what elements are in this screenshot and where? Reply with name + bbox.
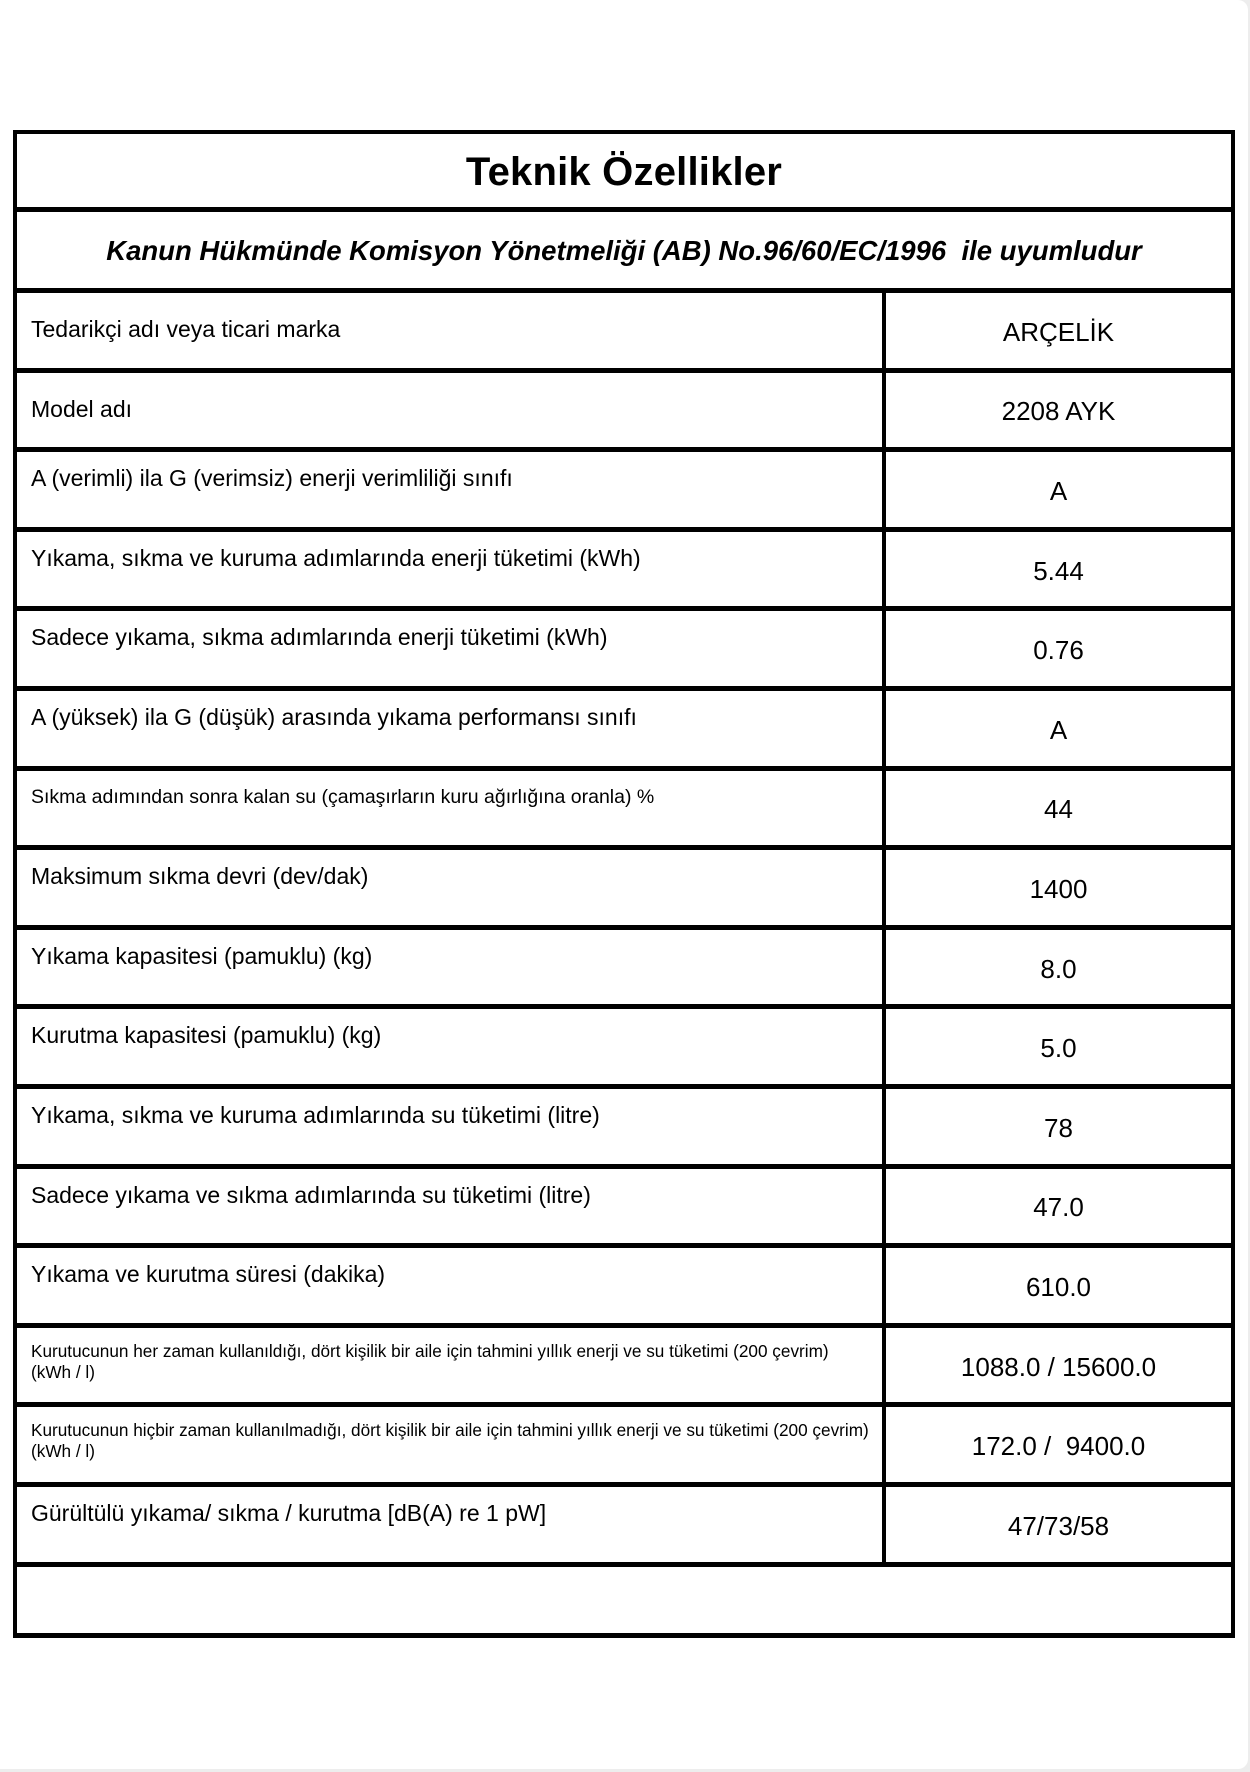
- label-cell: [17, 293, 886, 368]
- row-label: A (verimli) ila G (verimsiz) enerji verimliliği sınıfı: [31, 465, 513, 492]
- label-cell: [17, 452, 886, 527]
- row-label: Yıkama ve kurutma süresi (dakika): [31, 1261, 386, 1288]
- row-label: Yıkama, sıkma ve kuruma adımlarında enerji tüketimi (kWh): [31, 544, 641, 571]
- table-row-dry-capacity: [17, 1009, 1231, 1089]
- table-row-energy-wash-spin: [17, 611, 1231, 691]
- page-title: Teknik Özellikler: [465, 150, 783, 194]
- value-cell: 47.0: [1033, 1192, 1084, 1223]
- table-row-model: [17, 373, 1231, 453]
- label-cell: [17, 1407, 886, 1482]
- table-row-noise: [17, 1487, 1231, 1567]
- label-cell: [17, 373, 886, 448]
- empty-footer-row: [17, 1567, 1231, 1633]
- label-cell: [17, 771, 886, 846]
- row-label: Yıkama kapasitesi (pamuklu) (kg): [31, 942, 373, 969]
- label-cell: [17, 1328, 886, 1403]
- value-cell: 5.0: [1040, 1033, 1077, 1064]
- subtitle-row: [17, 212, 1231, 293]
- value-cell: 47/73/58: [1007, 1510, 1110, 1541]
- label-cell: [17, 850, 886, 925]
- value-cell: 78: [1044, 1112, 1073, 1143]
- value-cell: ARÇELİK: [1002, 316, 1115, 347]
- label-cell: [17, 1487, 886, 1562]
- row-label: Kurutucunun hiçbir zaman kullanılmadığı, dört kişilik bir aile için tahmini yıllık enerji ve su tüketimi (200 çevrim) (kWh / l): [31, 1420, 869, 1462]
- row-label: Model adı: [31, 395, 133, 422]
- row-label: Sadece yıkama, sıkma adımlarında enerji tüketimi (kWh): [31, 624, 608, 651]
- table-row-annual-without-dryer: [17, 1407, 1231, 1487]
- table-row-water-wash-spin-dry: [17, 1089, 1231, 1169]
- value-cell: 172.0 / 9400.0: [971, 1431, 1146, 1462]
- row-label: A (yüksek) ila G (düşük) arasında yıkama performansı sınıfı: [31, 703, 637, 730]
- value-cell: 610.0: [1025, 1271, 1092, 1302]
- value-cell: 44: [1044, 794, 1073, 825]
- row-label: Kurutma kapasitesi (pamuklu) (kg): [31, 1022, 382, 1049]
- row-label: Maksimum sıkma devri (dev/dak): [31, 863, 369, 890]
- row-label: Kurutucunun her zaman kullanıldığı, dört kişilik bir aile için tahmini yıllık enerji ve su tüketimi (200 çevrim) (kWh / l): [31, 1340, 829, 1382]
- table-row-energy-class: [17, 452, 1231, 532]
- label-cell: [17, 1089, 886, 1164]
- table-row-wash-capacity: [17, 930, 1231, 1010]
- label-cell: [17, 611, 886, 686]
- value-cell: 8.0: [1040, 953, 1077, 984]
- table-row-annual-with-dryer: [17, 1328, 1231, 1408]
- label-cell: [17, 691, 886, 766]
- value-cell: 1400: [1029, 873, 1088, 904]
- title-row: [17, 134, 1231, 212]
- table-row-energy-wash-spin-dry: [17, 532, 1231, 612]
- row-label: Tedarikçi adı veya ticari marka: [31, 316, 341, 342]
- row-label: Yıkama, sıkma ve kuruma adımlarında su tüketimi (litre): [31, 1101, 600, 1128]
- row-label: Gürültülü yıkama/ sıkma / kurutma [dB(A) re 1 pW]: [31, 1499, 547, 1526]
- value-cell: 2208 AYK: [1001, 396, 1116, 427]
- row-label: Sıkma adımından sonra kalan su (çamaşırların kuru ağırlığına oranla) %: [31, 785, 655, 808]
- label-cell: [17, 1009, 886, 1084]
- label-cell: [17, 1248, 886, 1323]
- value-cell: A: [1049, 714, 1068, 745]
- table-row-water-wash-spin: [17, 1169, 1231, 1249]
- technical-specifications-table: [13, 130, 1235, 1638]
- table-row-max-spin-speed: [17, 850, 1231, 930]
- table-row-wash-performance-class: [17, 691, 1231, 771]
- label-cell: [17, 930, 886, 1005]
- value-cell: 1088.0 / 15600.0: [960, 1351, 1157, 1382]
- table-row-supplier: [17, 293, 1231, 373]
- value-cell: 5.44: [1033, 555, 1084, 586]
- label-cell: [17, 1169, 886, 1244]
- row-label: Sadece yıkama ve sıkma adımlarında su tüketimi (litre): [31, 1181, 591, 1208]
- table-row-remaining-moisture: [17, 771, 1231, 851]
- regulation-subtitle: Kanun Hükmünde Komisyon Yönetmeliği (AB) No.96/60/EC/1996 ile uyumludur: [106, 235, 1142, 266]
- table-row-wash-dry-duration: [17, 1248, 1231, 1328]
- value-cell: A: [1049, 475, 1068, 506]
- value-cell: 0.76: [1033, 635, 1084, 666]
- label-cell: [17, 532, 886, 607]
